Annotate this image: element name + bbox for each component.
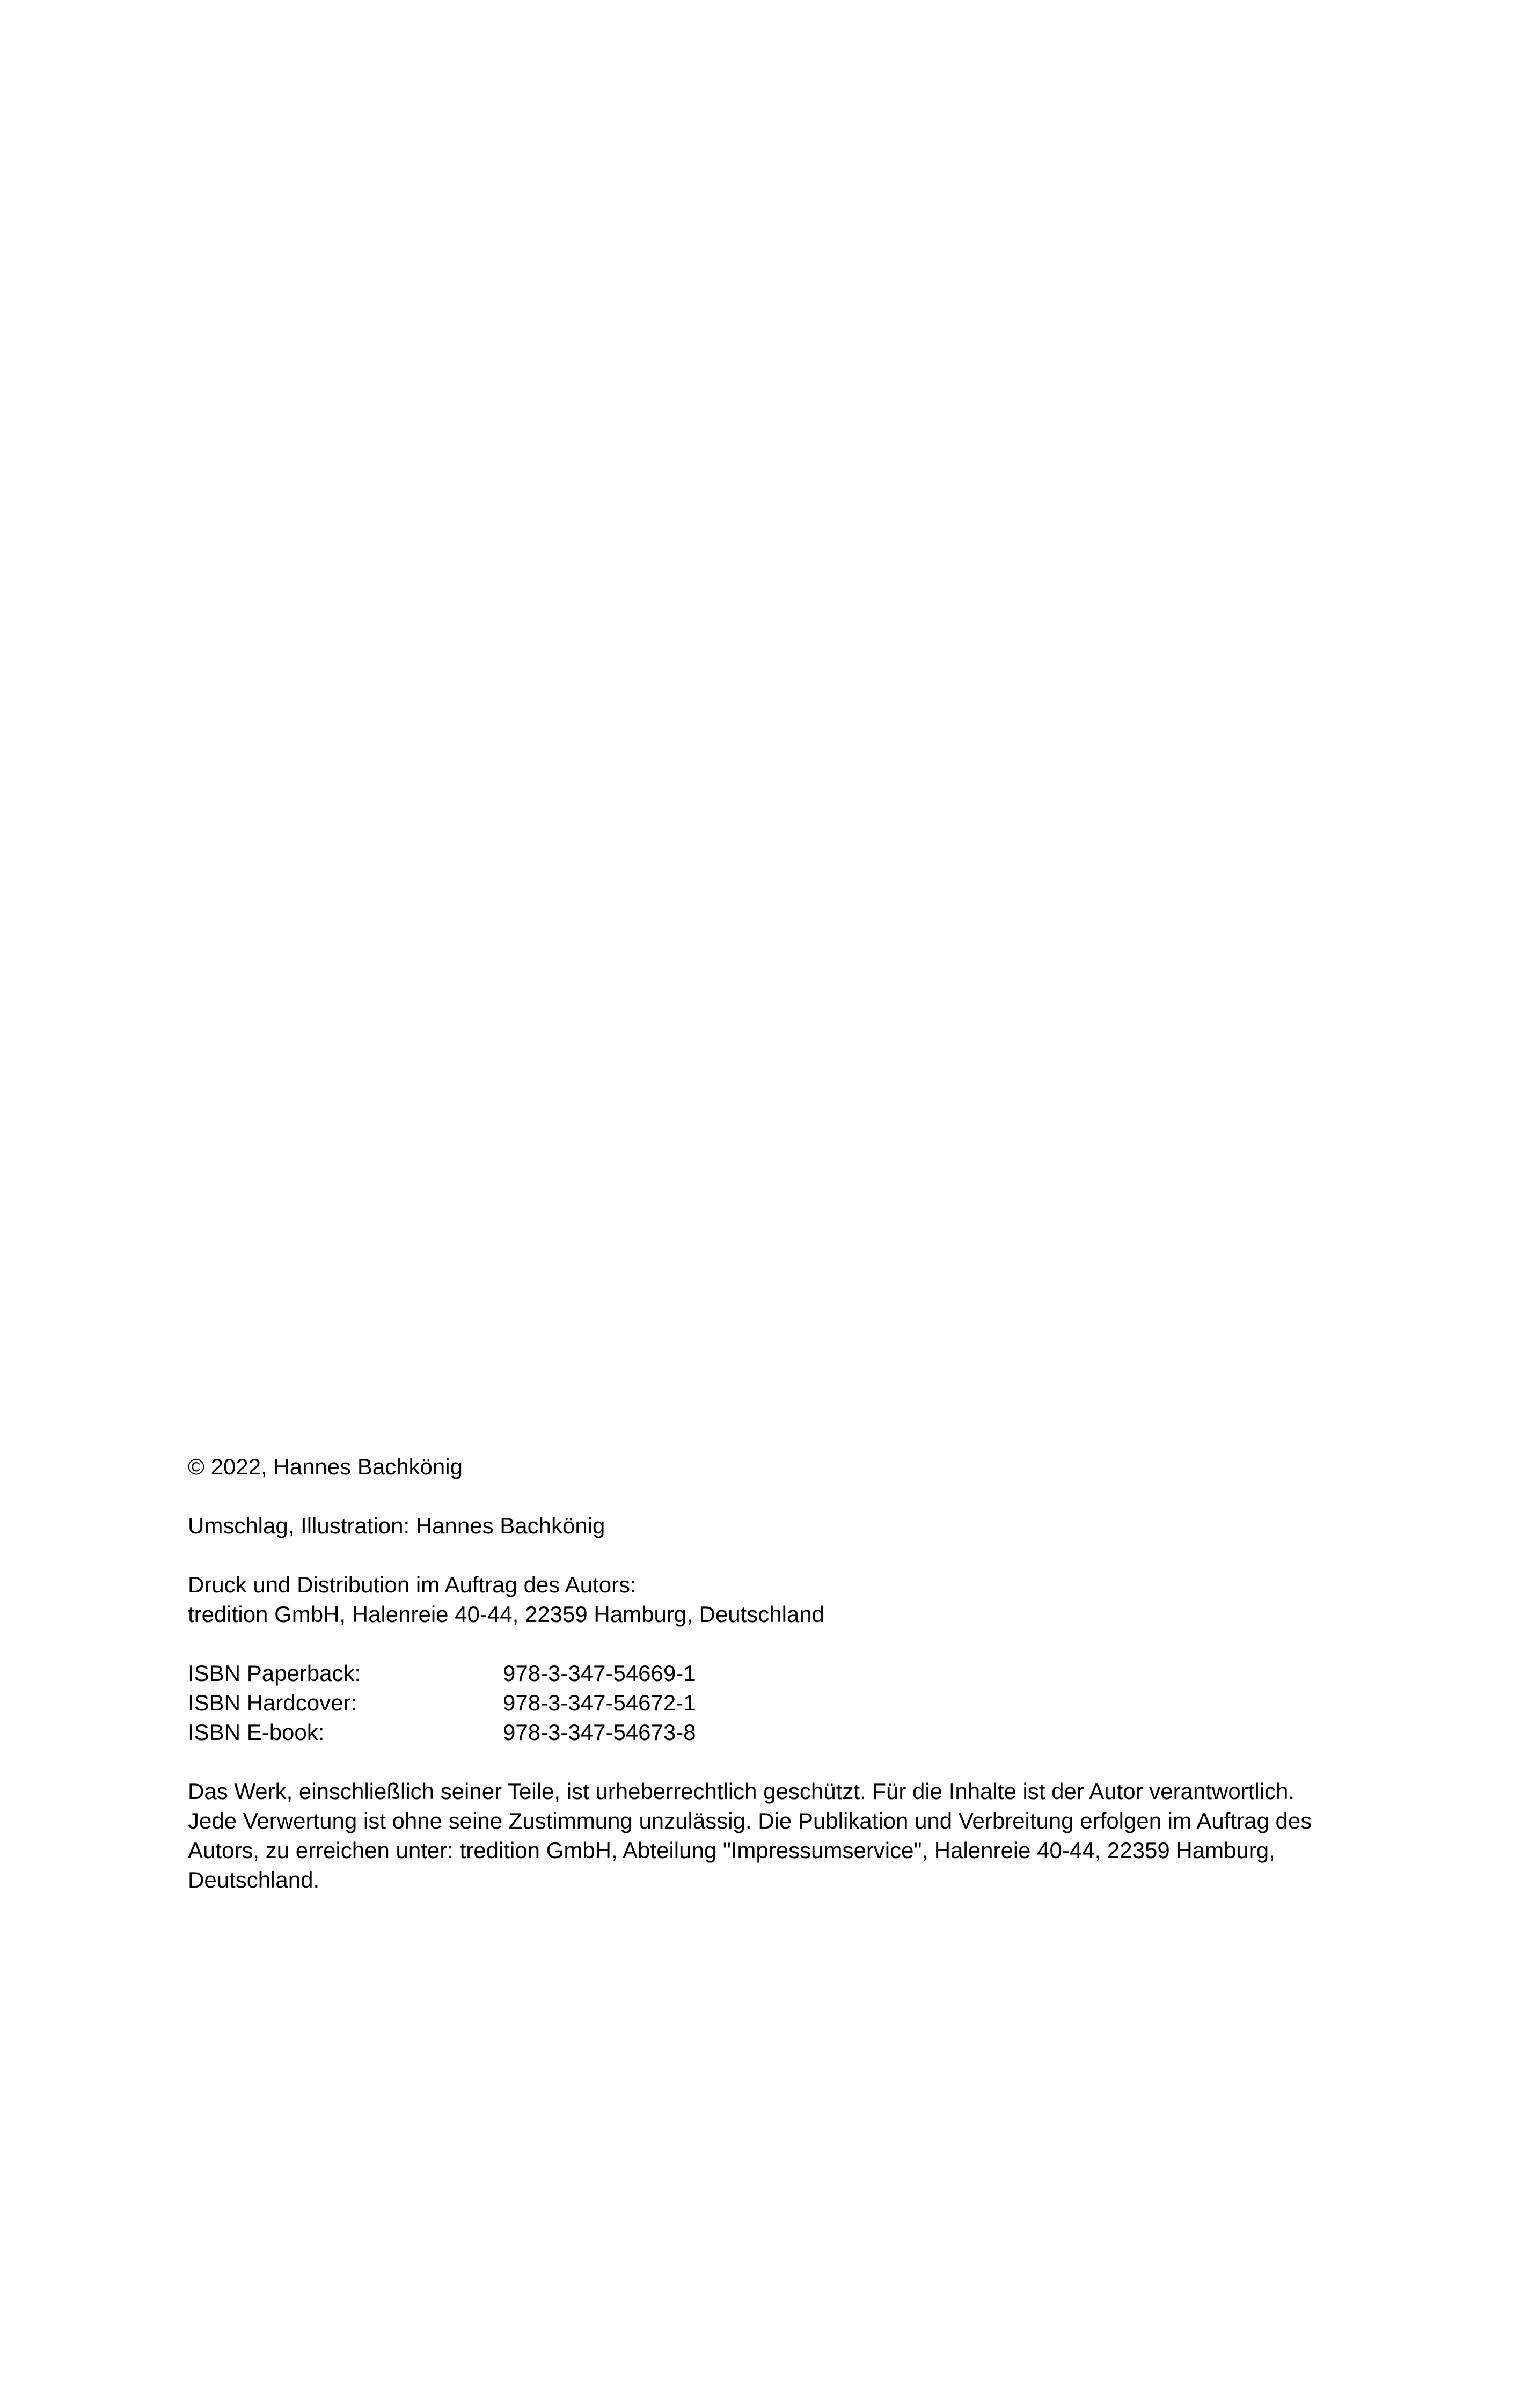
spacer	[188, 1629, 1326, 1658]
isbn-value: 978-3-347-54673-8	[503, 1720, 696, 1745]
print-distribution-block	[188, 1570, 1326, 1629]
legal-notice-line-1: Das Werk, einschließlich seiner Teile, ist urheberrechtlich geschützt. Für die Inhalte ist der Autor verantwortlich.	[188, 1779, 1295, 1804]
spacer	[188, 1747, 1326, 1776]
legal-notice-line-4: Deutschland.	[188, 1867, 320, 1892]
isbn-row-ebook	[188, 1717, 1326, 1747]
isbn-table	[188, 1658, 1326, 1747]
legal-notice-line-3: Autors, zu erreichen unter: tredition GmbH, Abteilung "Impressumservice", Halenreie 40-44, 22359 Hamburg,	[188, 1838, 1275, 1863]
copyright-line: © 2022, Hannes Bachkönig	[188, 1454, 463, 1479]
spacer	[188, 1540, 1326, 1570]
isbn-value: 978-3-347-54669-1	[503, 1661, 696, 1686]
legal-notice-line-2: Jede Verwertung ist ohne seine Zustimmung unzulässig. Die Publikation und Verbreitung erfolgen im Auftrag des	[188, 1808, 1312, 1833]
print-distribution-line-1: Druck und Distribution im Auftrag des Autors:	[188, 1572, 637, 1597]
isbn-row-paperback	[188, 1658, 1326, 1688]
spacer	[188, 1481, 1326, 1511]
cover-credit-line: Umschlag, Illustration: Hannes Bachkönig	[188, 1513, 605, 1538]
legal-notice	[188, 1776, 1326, 1895]
isbn-label: ISBN Paperback:	[188, 1661, 361, 1686]
isbn-value: 978-3-347-54672-1	[503, 1690, 696, 1715]
isbn-label: ISBN Hardcover:	[188, 1690, 357, 1715]
print-distribution-line-2: tredition GmbH, Halenreie 40-44, 22359 Hamburg, Deutschland	[188, 1602, 824, 1627]
imprint-block	[188, 1452, 1326, 1895]
isbn-label: ISBN E-book:	[188, 1720, 325, 1745]
isbn-row-hardcover	[188, 1688, 1326, 1717]
